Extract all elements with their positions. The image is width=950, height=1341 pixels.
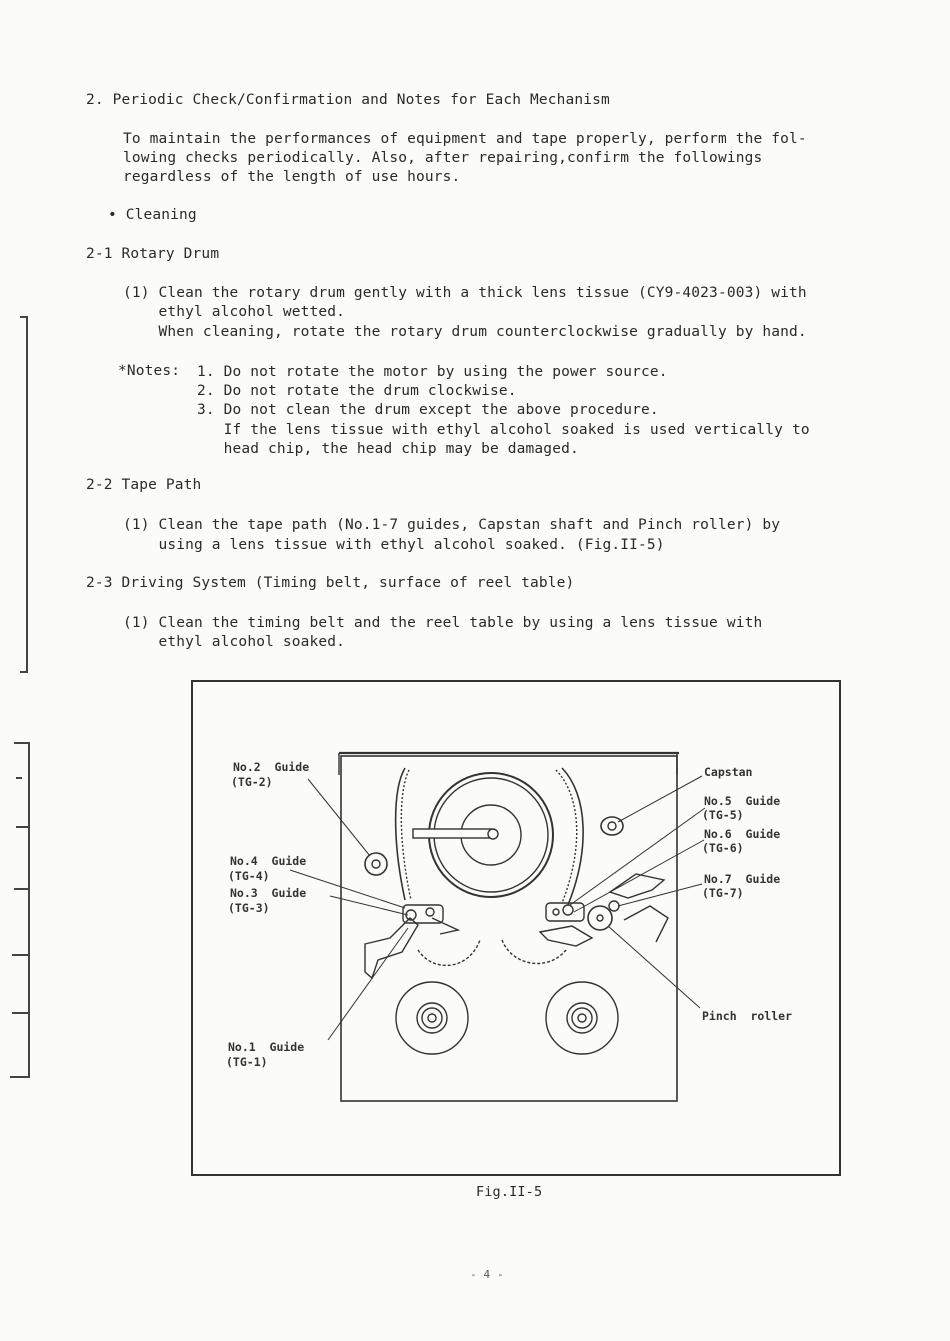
right-guide-assembly: [540, 874, 668, 946]
label-tg3: (TG-3): [228, 901, 270, 915]
capstan: [601, 817, 623, 835]
rotary-step-line-2: ethyl alcohol wetted.: [123, 304, 345, 320]
cleaning-bullet: • Cleaning: [108, 207, 197, 223]
driving-step-line-1: (1) Clean the timing belt and the reel table by using a lens tissue with: [123, 615, 763, 631]
label-no4-guide: No.4 Guide: [230, 854, 307, 868]
intro-line-1: To maintain the performances of equipment and tape properly, perform the fol-: [123, 131, 807, 147]
rotary-step-line-1: (1) Clean the rotary drum gently with a thick lens tissue (CY9-4023-003) with: [123, 285, 807, 301]
figure-caption: Fig.II-5: [476, 1184, 543, 1200]
label-no1-guide: No.1 Guide: [228, 1040, 305, 1054]
tape-path-step-line-2: using a lens tissue with ethyl alcohol soaked. (Fig.II-5): [123, 537, 665, 553]
note-2: 2. Do not rotate the drum clockwise.: [197, 383, 517, 399]
left-guide-assembly: [365, 905, 458, 978]
label-tg7: (TG-7): [702, 886, 744, 900]
intro-line-2: lowing checks periodically. Also, after repairing,confirm the followings: [123, 150, 763, 166]
chassis-outline: [341, 756, 677, 1101]
label-tg2: (TG-2): [231, 775, 273, 789]
label-tg6: (TG-6): [702, 841, 744, 855]
take-up-reel: [546, 982, 618, 1054]
guide-no2: [365, 853, 387, 875]
driving-system-heading: 2-3 Driving System (Timing belt, surface of reel table): [86, 575, 575, 591]
label-no3-guide: No.3 Guide: [230, 886, 307, 900]
tape-path-step-line-1: (1) Clean the tape path (No.1-7 guides, Capstan shaft and Pinch roller) by: [123, 517, 781, 533]
label-tg1: (TG-1): [226, 1055, 268, 1069]
rotary-step-line-3: When cleaning, rotate the rotary drum counterclockwise gradually by hand.: [123, 324, 807, 340]
label-capstan: Capstan: [704, 765, 753, 779]
rotary-drum-heading: 2-1 Rotary Drum: [86, 246, 220, 262]
label-pinch-roller: Pinch roller: [702, 1009, 793, 1023]
page-number: - 4 -: [470, 1268, 504, 1281]
label-no6-guide: No.6 Guide: [704, 827, 781, 841]
notes-label: *Notes:: [118, 363, 181, 379]
rotary-drum: [413, 773, 553, 897]
label-tg4: (TG-4): [228, 869, 270, 883]
note-1: 1. Do not rotate the motor by using the power source.: [197, 364, 668, 380]
note-3: 3. Do not clean the drum except the above procedure.: [197, 402, 659, 418]
driving-step-line-2: ethyl alcohol soaked.: [123, 634, 345, 650]
note-3-cont-2: head chip, the head chip may be damaged.: [197, 441, 579, 457]
label-no5-guide: No.5 Guide: [704, 794, 781, 808]
label-no2-guide: No.2 Guide: [233, 760, 310, 774]
note-3-cont-1: If the lens tissue with ethyl alcohol soaked is used vertically to: [197, 422, 810, 438]
tape-path-heading: 2-2 Tape Path: [86, 477, 202, 493]
leader-lines: [290, 776, 705, 1040]
supply-reel: [396, 982, 468, 1054]
label-tg5: (TG-5): [702, 808, 744, 822]
label-no7-guide: No.7 Guide: [704, 872, 781, 886]
section-heading: 2. Periodic Check/Confirmation and Notes for Each Mechanism: [86, 92, 610, 108]
intro-line-3: regardless of the length of use hours.: [123, 169, 461, 185]
